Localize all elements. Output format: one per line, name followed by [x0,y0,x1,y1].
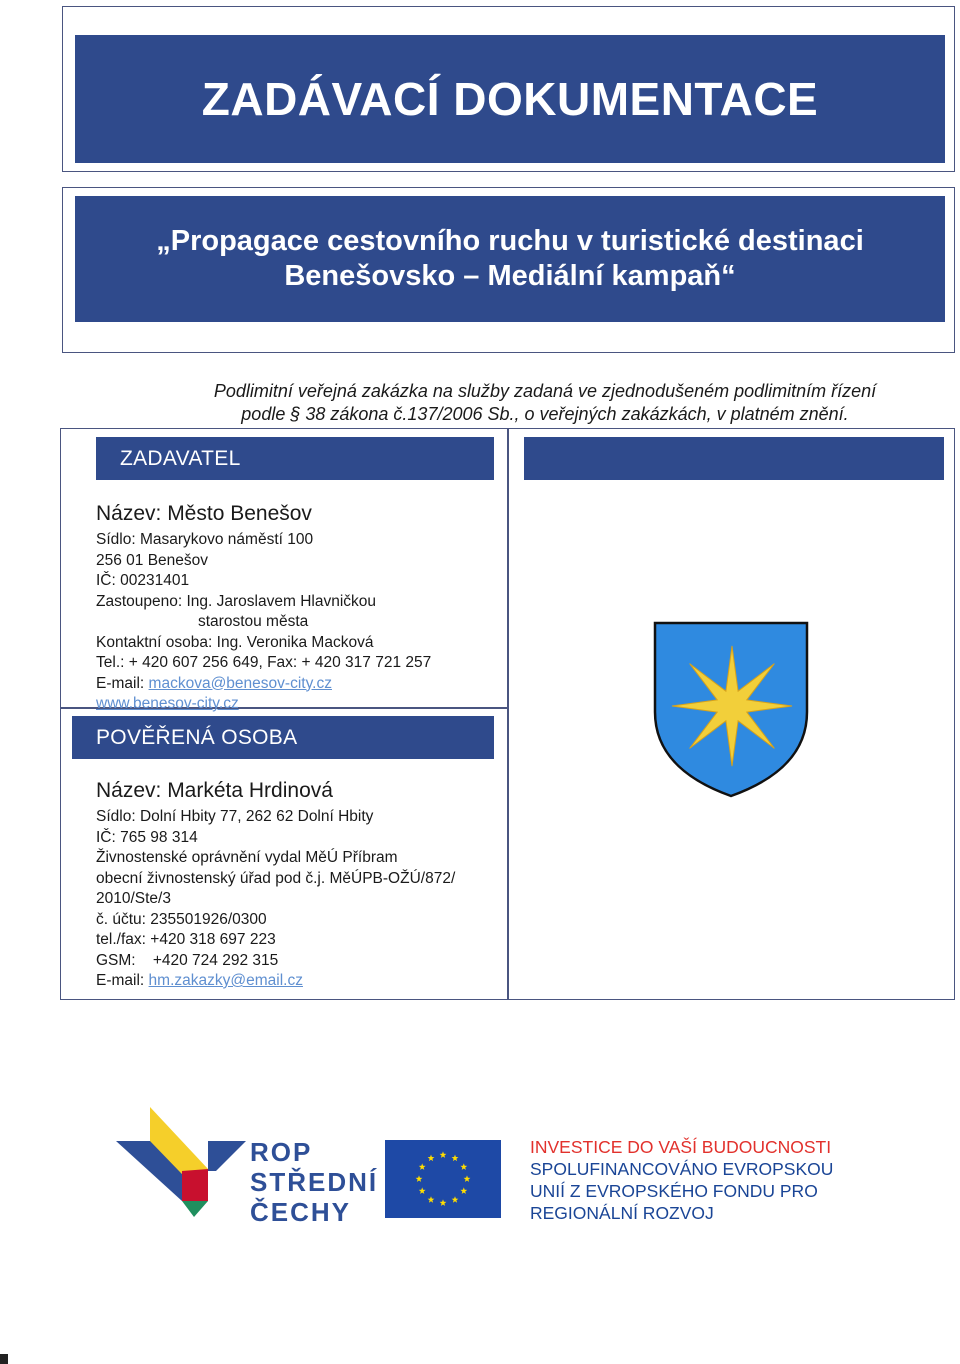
eu-star-icon [419,1163,426,1170]
procurement-description-line-2: podle § 38 zákona č.137/2006 Sb., o veřejných zakázkách, v platném znění. [241,404,849,425]
poverena-sidlo: Sídlo: Dolní Hbity 77, 262 62 Dolní Hbity [96,808,374,825]
benesov-coat-of-arms-icon [652,620,810,798]
poverena-email-link[interactable]: hm.zakazky@email.cz [148,972,303,989]
eu-star-icon [440,1151,447,1158]
eu-star-icon [428,1196,435,1203]
zadavatel-email-row [96,674,431,695]
eu-flag-icon [385,1140,501,1218]
eu-line-1: INVESTICE DO VAŠÍ BUDOUCNOSTI [530,1137,832,1157]
poverena-heading [72,716,494,759]
eu-star-icon [428,1155,435,1162]
poverena-telfax: tel./fax: +420 318 697 223 [96,931,276,948]
eu-funding-text [530,1136,833,1224]
eu-star-icon [460,1163,467,1170]
eu-star-icon [419,1187,426,1194]
poverena-name: Název: Markéta Hrdinová [96,779,333,802]
rop-stredni-cechy-logo-icon [116,1105,246,1220]
poverena-gsm: GSM: +420 724 292 315 [96,951,279,969]
project-title [75,196,945,322]
poverena-opravneni-2: obecní živnostenský úřad pod č.j. MěÚPB-OŽÚ/872/ [96,869,456,887]
eu-stars-icon [385,1140,501,1218]
procurement-description-line-1: Podlimitní veřejná zakázka na služby zadaná ve zjednodušeném podlimitním řízení [213,381,877,401]
eu-star-icon [464,1175,471,1182]
poverena-heading-text: POVĚŘENÁ OSOBA [96,725,298,749]
poverena-details [96,777,455,992]
info-column-divider [507,428,509,1000]
zadavatel-sidlo: Sídlo: Masarykovo náměstí 100 [96,531,314,548]
poverena-opravneni-3: 2010/Ste/3 [96,890,171,907]
project-title-line-1: „Propagace cestovního ruchu v turistické destinaci [156,225,864,258]
poverena-email-label: E-mail: [96,972,145,989]
eu-star-icon [452,1196,459,1203]
zadavatel-funkce: starostou města [198,613,309,630]
rop-line-3: ČECHY [250,1197,352,1227]
eu-line-3: UNIÍ Z EVROPSKÉHO FONDU PRO [530,1181,818,1201]
rop-logo-text [250,1137,378,1227]
rop-line-1: ROP [250,1137,313,1167]
rop-line-2: STŘEDNÍ [250,1167,379,1197]
procurement-description [150,380,940,427]
eu-star-icon [416,1175,423,1182]
zadavatel-ic: IČ: 00231401 [96,572,190,589]
eu-line-4: REGIONÁLNÍ ROZVOJ [530,1203,714,1223]
zadavatel-name: Název: Město Benešov [96,502,312,525]
zadavatel-heading-text: ZADAVATEL [120,446,241,470]
poverena-email-row [96,971,455,992]
zadavatel-email-label: E-mail: [96,674,145,692]
zadavatel-email-link[interactable]: mackova@benesov-city.cz [148,674,332,692]
eu-line-2: SPOLUFINANCOVÁNO EVROPSKOU [530,1159,834,1179]
right-column-bar [524,437,944,480]
zadavatel-details [96,500,431,715]
document-title [75,35,945,163]
zadavatel-tel: Tel.: + 420 607 256 649, Fax: + 420 317 721 257 [96,654,432,671]
poverena-ic: IČ: 765 98 314 [96,828,198,846]
zadavatel-zastoupeno: Zastoupeno: Ing. Jaroslavem Hlavničkou [96,592,377,610]
scan-corner-mark [0,1354,8,1364]
zadavatel-web-link[interactable]: www.benesov-city.cz [96,695,239,712]
zadavatel-kontakt: Kontaktní osoba: Ing. Veronika Macková [96,633,374,651]
poverena-ucet: č. účtu: 235501926/0300 [96,910,267,928]
eu-star-icon [440,1199,447,1206]
eu-star-icon [452,1155,459,1162]
poverena-opravneni-1: Živnostenské oprávnění vydal MěÚ Příbram [96,849,398,866]
zadavatel-psc: 256 01 Benešov [96,551,209,569]
project-title-line-2: Benešovsko – Mediální kampaň“ [284,260,736,292]
document-title-text: ZADÁVACÍ DOKUMENTACE [201,73,819,125]
zadavatel-heading [96,437,494,480]
eu-star-icon [460,1187,467,1194]
